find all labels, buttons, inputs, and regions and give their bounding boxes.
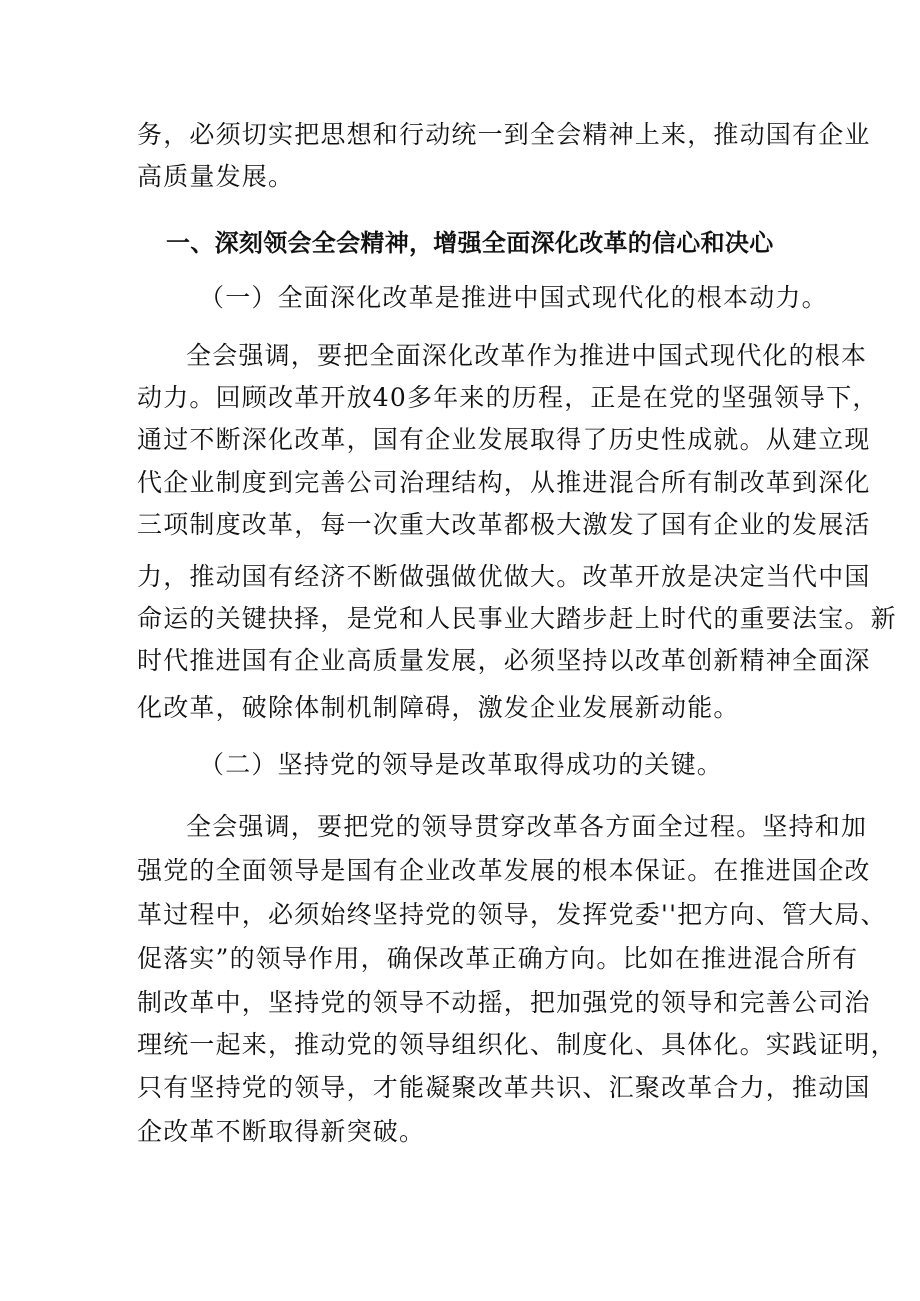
text-line: 革过程中，必须始终坚持党的领导，发挥党委''把方向、管大局、 [137,900,887,929]
text-line: 只有坚持党的领导，才能凝聚改革共识、汇聚改革合力，推动国 [137,1073,871,1102]
text-line: 促落实”的领导作用，确保改革正确方向。比如在推进混合所有 [137,944,859,973]
text-line: 务，必须切实把思想和行动统一到全会精神上来，推动国有企业 [137,120,871,149]
text-line: 全会强调，要把全面深化改革作为推进中国式现代化的根本 [186,341,868,370]
text-line: 代企业制度到完善公司治理结构，从推进混合所有制改革到深化 [137,468,871,497]
text-line: 强党的全面领导是国有企业改革发展的根本保证。在推进国企改 [137,856,871,885]
text-line: 时代推进国有企业高质量发展，必须坚持以改革创新精神全面深 [137,646,871,675]
text-line: 高质量发展。 [137,162,295,191]
text-line: 三项制度改革，每一次重大改革都极大激发了国有企业的发展活 [137,510,871,539]
text-line: 动力。回顾改革开放40多年来的历程，正是在党的坚强领导下， [137,383,879,412]
text-line: 力，推动国有经济不断做强做优做大。改革开放是决定当代中国 [137,562,871,591]
text-line: 理统一起来，推动党的领导组织化、制度化、具体化。实践证明， [137,1030,897,1059]
subsection-title: （二）坚持党的领导是改革取得成功的关键。 [199,750,724,779]
text-line: 通过不断深化改革，国有企业发展取得了历史性成就。从建立现 [137,425,871,454]
text-line: 命运的关键抉择，是党和人民事业大踏步赶上时代的重要法宝。新 [137,604,897,633]
text-line: 全会强调，要把党的领导贯穿改革各方面全过程。坚持和加 [186,812,868,841]
section-heading: 一、深刻领会全会精神，增强全面深化改革的信心和决心 [166,229,774,257]
text-line: 制改革中，坚持党的领导不动摇，把加强党的领导和完善公司治 [137,988,871,1017]
text-line: 化改革，破除体制机制障碍，激发企业发展新动能。 [137,693,740,722]
text-line: 企改革不断取得新突破。 [137,1117,426,1146]
subsection-title: （一）全面深化改革是推进中国式现代化的根本动力。 [199,283,828,312]
